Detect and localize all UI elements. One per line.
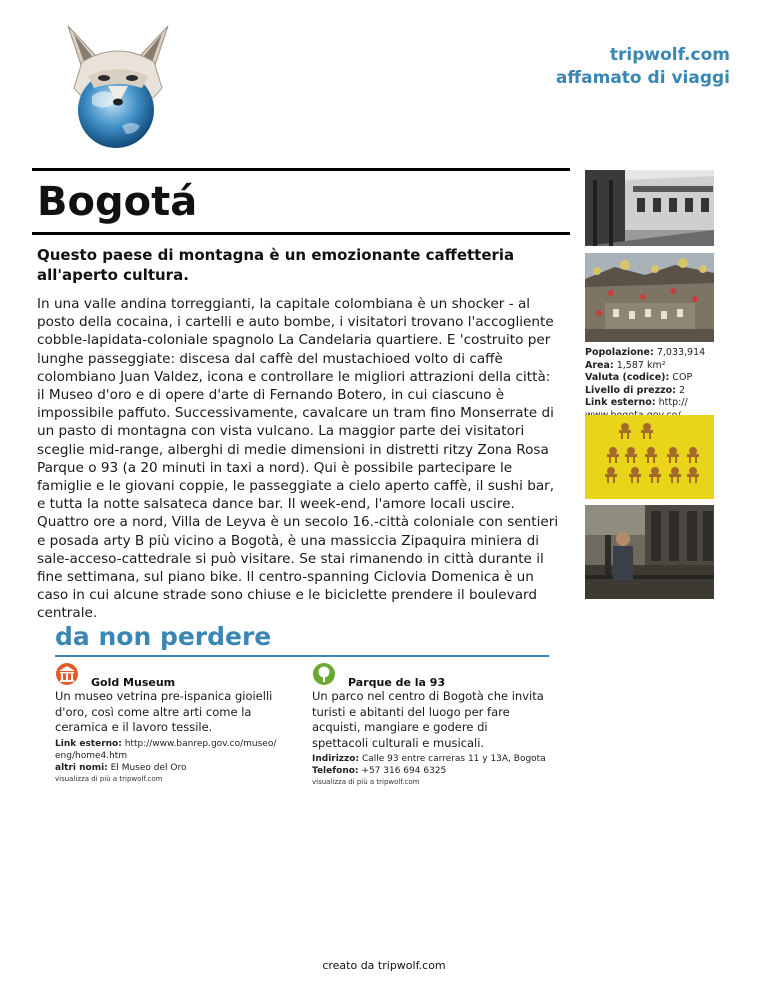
brand-site[interactable]: tripwolf.com	[609, 45, 730, 65]
poi-card-gold-museum	[55, 662, 290, 783]
poi-more-link[interactable]: visualizza di più a tripwolf.com	[55, 774, 163, 783]
photo-courtyard-visitor	[585, 505, 714, 599]
poi-card-parque-93	[312, 662, 547, 786]
park-tree-icon	[312, 662, 336, 686]
poi-card-header	[312, 662, 547, 689]
photo-gold-figures	[585, 415, 714, 499]
poi-description: Un parco nel centro di Bogotà che invita turisti e abitanti del luogo per fare acquisti, mangiare e godere di spettacoli culturali e musicali.	[312, 689, 544, 750]
poi-name[interactable]: Parque de la 93	[348, 676, 446, 689]
brand-tagline: affamato di viaggi	[555, 68, 730, 88]
fact-currency: Valuta (codice): COP	[585, 372, 693, 384]
section-title: da non perdere	[55, 622, 272, 651]
poi-address: Indirizzo: Calle 93 entre carreras 11 y 13A, Bogota	[312, 754, 546, 764]
photo-festive-plaza	[585, 253, 714, 342]
poi-other-names: altri nomi: El Museo del Oro	[55, 762, 187, 773]
poi-more-link[interactable]: visualizza di più a tripwolf.com	[312, 778, 420, 786]
fact-area: Area: 1,587 km²	[585, 359, 666, 371]
photo-colonial-street	[585, 170, 714, 246]
section-rule	[55, 655, 549, 657]
poi-card-header	[55, 662, 290, 689]
fact-price-level: Livello di prezzo: 2	[585, 384, 686, 396]
poi-external-link[interactable]: Link esterno: http://www.banrep.gov.co/museo/ eng/home4.htm	[55, 738, 277, 761]
poi-name[interactable]: Gold Museum	[91, 676, 176, 689]
fact-external-link[interactable]: Link esterno: http://	[585, 397, 688, 409]
lead-paragraph: Questo paese di montagna è un emozionante caffetteria all'aperto cultura.	[37, 246, 515, 284]
museum-icon	[55, 662, 79, 686]
poi-description: Un museo vetrina pre-ispanica gioielli d'oro, così come altre arti come la ceramica e il lavoro tessile.	[55, 689, 273, 734]
brand-block	[556, 44, 730, 90]
tripwolf-logo	[62, 22, 174, 154]
title-rule-top	[32, 168, 570, 171]
title-rule-bottom	[32, 232, 570, 235]
page-title: Bogotá	[37, 179, 198, 225]
fact-population: Popolazione: 7,033,914	[585, 347, 706, 358]
footer-credit: creato da tripwolf.com	[322, 959, 446, 972]
body-paragraph: In una valle andina torreggianti, la capitale colombiana è un shocker - al posto della cocaina, i cartelli e auto bombe, i visitatori trovano l'accogliente cobble-lapidata-coloniale spagnolo La Candelaria quartiere. E 'costruito per lunghe passeggiate: discesa dal caffè del mustachioed volto di caffè colombiano Juan Valdez, icona e controllare le migliori attrazioni della città: il Museo d'oro e di opere d'arte di Fernando Botero, in cui ciascuno è impossibile paffuto. Successivamente, cavalcare un tram fino Monserrate di un pasto di montagna con vista vulcano. La maggior parte dei visitatori sceglie mid-range, alberghi di medie dimensioni in distretti ritzy Zona Rosa Parque o 93 (a 20 minuti in taxi a nord). Qui è possibile partecipare le famiglie e le giovani coppie, le passeggiate a cielo aperto caffè, il sushi bar, e tutta la notte salsateca dance bar. Il week-end, l'amore locali uscire. Quattro ore a nord, Villa de Leyva è un secolo 16.-città coloniale con sentieri e posada arty B più vicino a Bogotà, è una massiccia Zipaquira miniera di sale-acceso-cattedrale si può visitare. Se stai rimanendo in città durante il fine settimana, sul piano bike. Il centro-spanning Ciclovia Domenica è un caso in cui alcune strade sono chiuse e le biciclette prendere il boulevard centrale.	[37, 296, 559, 622]
poi-phone: Telefono: +57 316 694 6325	[312, 766, 447, 776]
city-facts	[585, 347, 720, 423]
